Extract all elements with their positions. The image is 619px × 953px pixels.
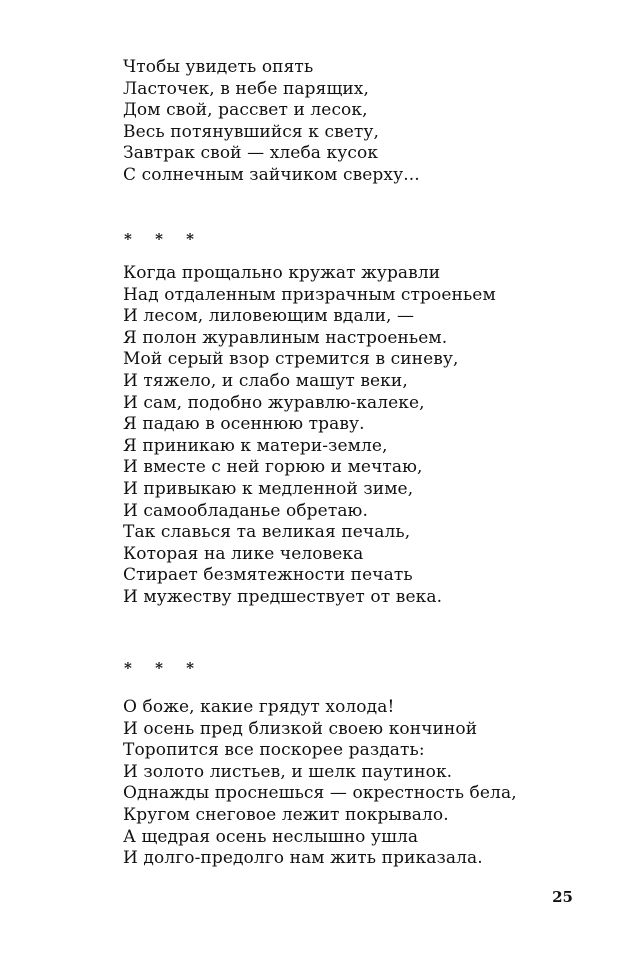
asterism-separator: * * * [124,230,203,248]
stanza-3 [123,697,517,870]
asterism-separator: * * * [124,659,203,677]
poem-line: Которая на лике человека [123,543,364,564]
poem-line: И привыкаю к медленной зиме, [123,478,414,499]
poem-line: Завтрак свой — хлеба кусок [123,143,379,164]
stanza-1 [123,57,420,187]
poem-line: Ласточек, в небе парящих, [123,78,369,99]
poem-line: Мой серый взор стремится в синеву, [123,349,459,370]
poem-line: Торопится все поскорее раздать: [123,740,425,761]
poem-line: Дом свой, рассвет и лесок, [123,100,368,121]
poem-line: Чтобы увидеть опять [123,57,314,77]
poem-line: И осень пред близкой своею кончиной [123,718,478,739]
poem-line: Я приникаю к матери-земле, [123,435,388,456]
poem-line: И долго-предолго нам жить приказала. [123,848,483,869]
poem-line: Кругом снеговое лежит покрывало. [123,804,449,825]
poem-line: Так славься та великая печаль, [123,522,411,543]
poem-line: Весь потянувшийся к свету, [123,121,380,142]
poem-line: И золото листьев, и шелк паутинок. [123,761,453,782]
poem-line: Я полон журавлиным настроеньем. [123,327,448,348]
poem-line: А щедрая осень неслышно ушла [123,826,419,847]
poem-line: И вместе с ней горюю и мечтаю, [123,457,423,478]
poem-line: Стирает безмятежности печать [123,565,413,586]
poem-line: Когда прощально кружат журавли [123,263,441,283]
poem-line: И самообладанье обретаю. [123,500,368,521]
poem-line: Над отдаленным призрачным строеньем [123,284,496,305]
poem-line: Я падаю в осеннюю траву. [123,414,365,435]
stanza-2 [123,263,496,609]
poem-line: И лесом, лиловеющим вдали, — [123,306,415,327]
page-number: 25 [552,888,573,906]
poem-line: С солнечным зайчиком сверху... [123,164,420,185]
poem-line: И тяжело, и слабо машут веки, [123,370,408,391]
poem-line: И сам, подобно журавлю-калеке, [123,392,425,413]
poem-line: О боже, какие грядут холода! [123,697,395,717]
poem-line: Однажды проснешься — окрестность бела, [123,783,517,804]
poem-line: И мужеству предшествует от века. [123,586,443,607]
